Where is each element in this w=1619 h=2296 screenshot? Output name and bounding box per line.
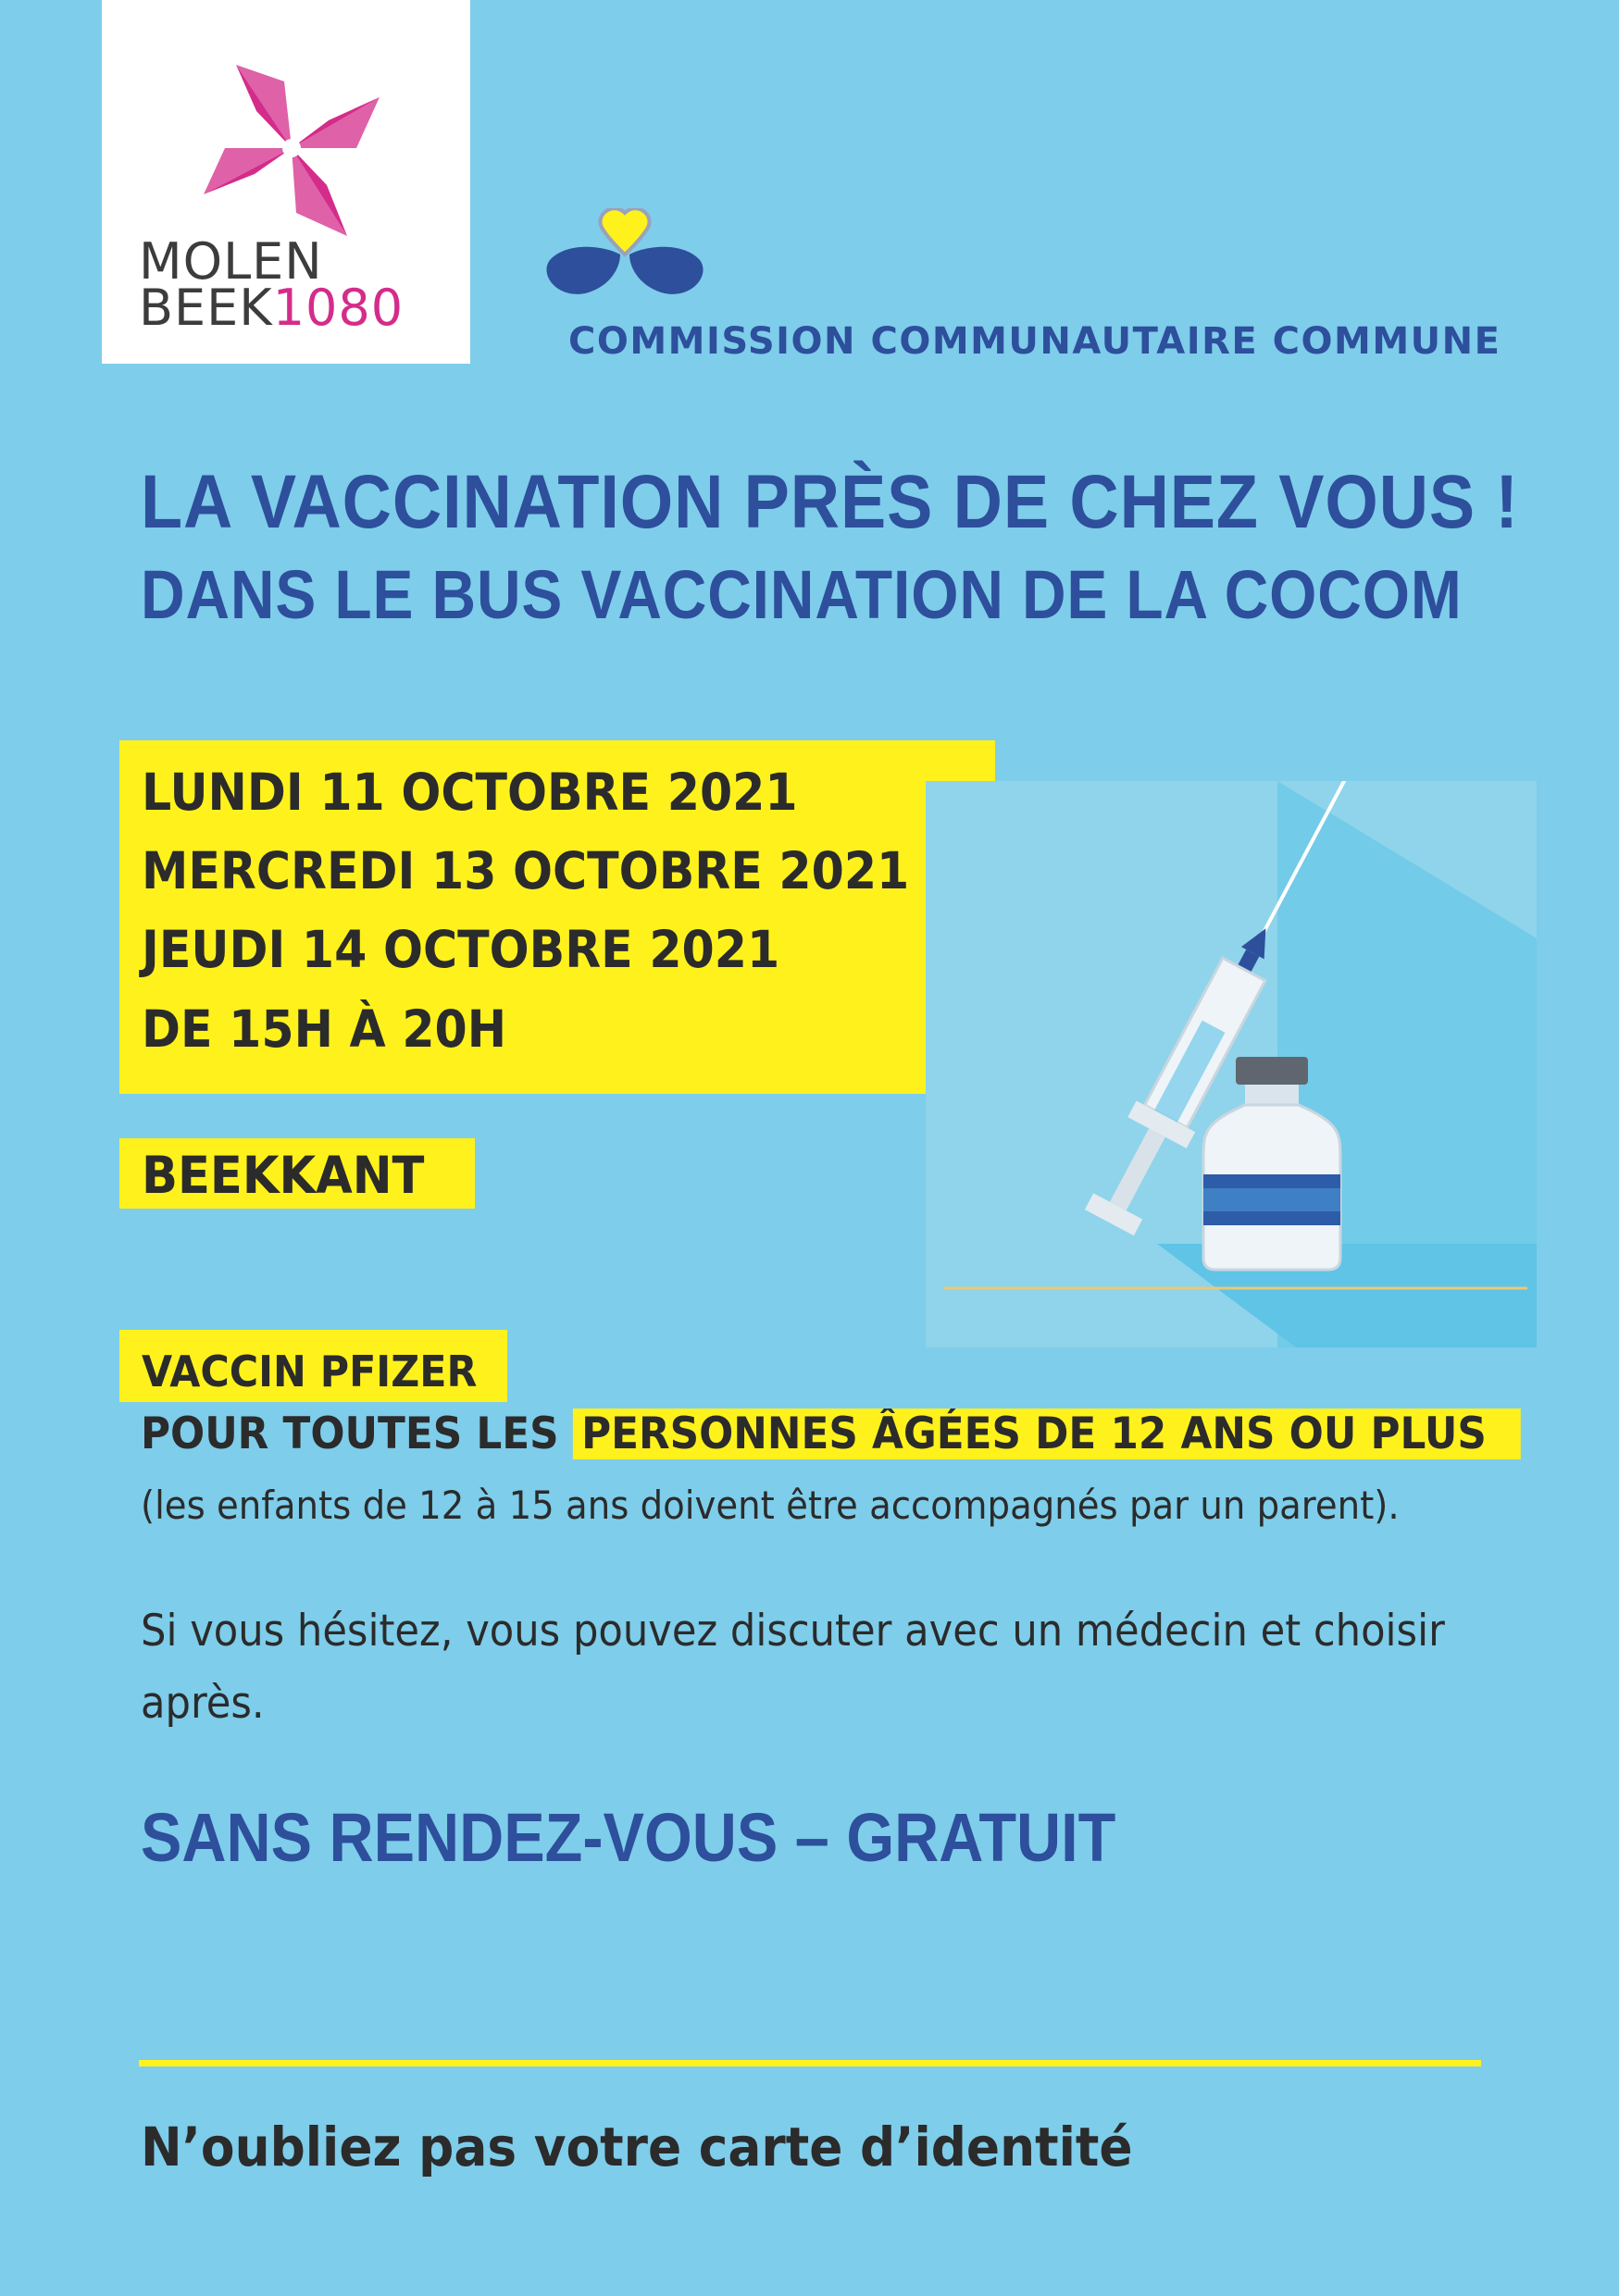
audience-highlight: PERSONNES ÂGÉES DE 12 ANS OU PLUS [573,1409,1521,1459]
divider [139,2060,1481,2066]
logo-text-molen: MOLEN [139,232,323,291]
audience-line [141,1409,1521,1459]
schedule-box [119,740,995,1094]
hesitation-text-line1: Si vous hésitez, vous pouvez discuter avec un médecin et choisir [141,1606,1445,1657]
page-subtitle: DANS LE BUS VACCINATION DE LA COCOM [141,556,1463,633]
heart-drops-icon [539,208,711,301]
audience-prefix: POUR TOUTES LES [141,1409,573,1459]
pinwheel-icon [199,56,384,241]
hesitation-text-line2: après. [141,1678,265,1729]
vaccine-brand-badge [119,1330,507,1402]
schedule-date: LUNDI 11 OCTOBRE 2021 [142,763,798,822]
schedule-date: MERCREDI 13 OCTOBRE 2021 [142,841,910,900]
logo-text-beek: BEEK1080 [139,279,405,337]
age-note: (les enfants de 12 à 15 ans doivent être accompagnés par un parent). [141,1483,1400,1528]
location-badge [119,1138,475,1209]
cocom-name: COMMISSION COMMUNAUTAIRE COMMUNE [568,320,1501,363]
no-appointment-heading: SANS RENDEZ-VOUS – GRATUIT [141,1799,1116,1876]
syringe-vial-icon [926,781,1537,1347]
page-title: LA VACCINATION PRÈS DE CHEZ VOUS ! [141,460,1519,544]
molenbeek-logo [102,0,470,364]
schedule-hours: DE 15H À 20H [142,999,507,1059]
schedule-date: JEUDI 14 OCTOBRE 2021 [142,920,780,979]
vaccine-brand-label: VACCIN PFIZER [142,1347,478,1396]
id-reminder: N’oubliez pas votre carte d’identité [141,2116,1133,2178]
location-label: BEEKKANT [142,1146,425,1205]
